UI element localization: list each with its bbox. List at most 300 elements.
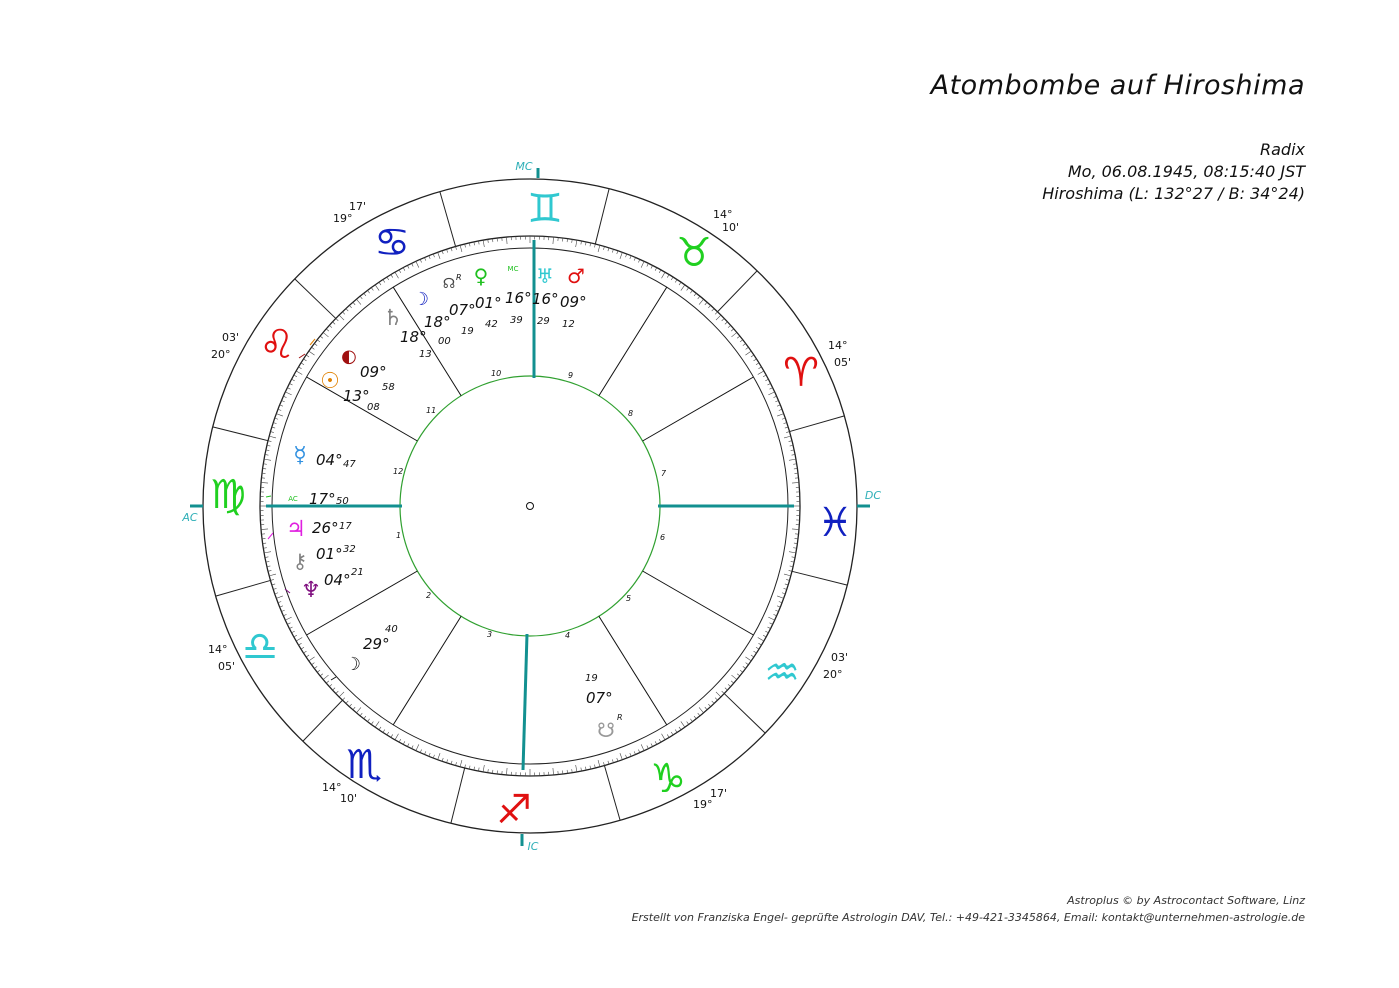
degree-tick — [662, 734, 666, 740]
degree-tick — [594, 765, 595, 768]
footer-author: Erstellt von Franziska Engel- geprüfte Astrologin DAV, Tel.: +49-421-3345864, Email: kontakt@unternehmen-astrologie.de — [631, 911, 1305, 924]
degree-tick — [353, 302, 355, 305]
planet-venus — [474, 264, 502, 330]
house-12-label: 12 — [393, 467, 404, 476]
svg-text:29: 29 — [537, 316, 550, 327]
svg-text:39: 39 — [510, 315, 523, 326]
degree-tick — [395, 734, 399, 740]
degree-tick — [326, 681, 329, 683]
node-icon: ☊ — [442, 276, 456, 292]
svg-text:21: 21 — [351, 567, 364, 578]
cusp-label-aquarius — [823, 651, 848, 681]
degree-tick — [651, 265, 653, 268]
degree-tick — [667, 275, 669, 278]
degree-tick — [269, 574, 276, 576]
svg-text:42: 42 — [485, 319, 498, 330]
svg-text:18°: 18° — [424, 313, 451, 331]
house-cusp-line — [599, 616, 667, 725]
degree-tick — [299, 367, 302, 369]
degree-tick — [294, 375, 297, 377]
degree-tick — [728, 684, 731, 686]
svg-text:14°: 14° — [713, 208, 733, 221]
svg-text:07°: 07° — [586, 689, 613, 707]
degree-tick — [598, 245, 600, 252]
degree-tick — [792, 529, 799, 530]
house-cusp-line — [393, 616, 461, 725]
degree-tick — [368, 719, 370, 722]
degree-tick — [314, 344, 317, 346]
degree-tick — [264, 552, 271, 553]
degree-tick — [336, 691, 339, 693]
degree-tick — [368, 290, 370, 293]
degree-tick — [687, 722, 689, 725]
degree-tick — [634, 751, 635, 754]
degree-tick — [758, 643, 761, 645]
svg-text:58: 58 — [382, 382, 395, 393]
sun-icon: ☉ — [320, 369, 340, 394]
degree-tick — [292, 379, 295, 381]
planet-south-node — [585, 673, 623, 742]
degree-tick — [765, 631, 768, 633]
degree-tick — [483, 765, 484, 772]
degree-tick — [383, 280, 385, 283]
degree-tick — [754, 359, 757, 361]
svg-text:17°: 17° — [309, 490, 336, 508]
degree-tick — [767, 627, 770, 629]
degree-tick — [655, 268, 657, 271]
svg-text:16°: 16° — [532, 290, 559, 308]
degree-tick — [699, 707, 703, 712]
degree-tick — [725, 688, 728, 690]
degree-tick — [679, 727, 681, 730]
degree-tick — [777, 596, 784, 598]
uranus-icon: ♅ — [536, 264, 554, 288]
degree-tick — [655, 741, 657, 744]
degree-tick — [620, 252, 622, 259]
sign-aries-icon: ♈ — [783, 350, 819, 396]
degree-tick — [756, 363, 759, 365]
degree-tick — [792, 482, 799, 483]
degree-tick — [460, 245, 462, 252]
degree-tick — [429, 753, 430, 756]
degree-tick — [768, 392, 774, 395]
degree-tick — [722, 318, 725, 320]
degree-tick — [715, 698, 717, 701]
degree-tick — [705, 707, 707, 710]
degree-tick — [312, 663, 315, 665]
degree-tick — [317, 670, 320, 672]
degree-tick — [743, 666, 746, 668]
degree-tick — [690, 290, 692, 293]
sign-divider-line — [724, 694, 765, 734]
sign-cancer-icon: ♋ — [374, 220, 410, 266]
degree-tick — [339, 692, 344, 697]
ic-label: IC — [527, 840, 539, 853]
degree-tick — [438, 753, 440, 760]
svg-text:19°: 19° — [693, 798, 713, 811]
degree-tick — [281, 401, 284, 402]
degree-tick — [261, 482, 268, 483]
svg-text:18°: 18° — [400, 328, 427, 346]
degree-tick — [745, 657, 751, 661]
svg-text:19°: 19° — [333, 212, 353, 225]
sign-scorpio-icon: ♏ — [346, 742, 382, 788]
svg-text:32: 32 — [343, 544, 356, 555]
degree-tick — [287, 623, 290, 625]
house-11-label: 11 — [426, 406, 437, 415]
degree-tick — [751, 355, 754, 357]
degree-tick — [317, 340, 320, 342]
degree-tick — [740, 340, 743, 342]
svg-text:20°: 20° — [823, 668, 843, 681]
degree-tick — [553, 768, 554, 775]
degree-tick — [694, 716, 696, 719]
degree-tick — [356, 707, 360, 712]
svg-text:01°: 01° — [475, 294, 502, 312]
degree-tick — [641, 261, 644, 267]
degree-tick — [296, 371, 302, 375]
svg-text:R: R — [456, 273, 462, 282]
degree-tick — [679, 282, 681, 285]
svg-text:14°: 14° — [828, 339, 848, 352]
degree-tick — [775, 401, 778, 402]
chart-title: Atombombe auf Hiroshima — [930, 70, 1305, 101]
degree-tick — [675, 730, 677, 733]
planet-moon — [345, 624, 398, 675]
degree-tick — [278, 409, 281, 410]
degree-tick — [675, 280, 677, 283]
degree-tick — [275, 593, 278, 594]
degree-tick — [433, 254, 434, 257]
degree-tick — [775, 610, 778, 611]
degree-tick — [329, 325, 332, 327]
degree-tick — [728, 325, 731, 327]
svg-text:19: 19 — [461, 326, 474, 337]
degree-tick — [553, 237, 554, 244]
svg-text:13: 13 — [419, 349, 432, 360]
mars-leo-icon: ◐ — [341, 346, 357, 367]
sign-gemini-icon: ♊ — [527, 186, 563, 232]
dc-label: DC — [864, 489, 882, 502]
degree-tick — [460, 760, 462, 767]
degree-tick — [407, 743, 409, 746]
degree-tick — [779, 409, 782, 410]
degree-tick — [346, 701, 348, 704]
degree-tick — [387, 277, 389, 280]
degree-tick — [737, 336, 740, 338]
degree-tick — [465, 765, 466, 768]
degree-tick — [342, 312, 344, 315]
degree-tick — [294, 635, 297, 637]
planet-neptune — [301, 567, 364, 603]
house-8-label: 8 — [628, 409, 634, 418]
degree-tick — [765, 379, 768, 381]
degree-tick — [285, 392, 291, 395]
degree-tick — [420, 259, 421, 262]
degree-tick — [371, 722, 373, 725]
degree-tick — [304, 651, 307, 653]
degree-tick — [662, 272, 666, 278]
house-cusp-line — [643, 571, 754, 635]
degree-tick — [746, 347, 749, 349]
degree-tick — [698, 296, 700, 299]
degree-tick — [712, 701, 714, 704]
degree-tick — [261, 529, 268, 530]
degree-tick — [758, 371, 764, 375]
ac-point-icon: AC — [288, 495, 298, 503]
degree-tick — [412, 263, 414, 266]
degree-tick — [767, 383, 770, 385]
degree-tick — [336, 318, 339, 320]
sign-virgo-icon: ♍ — [210, 472, 246, 518]
svg-text:03': 03' — [831, 651, 849, 664]
degree-tick — [269, 436, 276, 438]
house-9-label: 9 — [568, 371, 574, 380]
degree-tick — [391, 275, 393, 278]
degree-tick — [276, 414, 283, 416]
degree-tick — [360, 713, 362, 716]
svg-text:17: 17 — [339, 521, 352, 532]
degree-tick — [287, 388, 290, 390]
degree-tick — [425, 257, 426, 260]
degree-tick — [403, 268, 405, 271]
degree-tick — [681, 285, 685, 291]
degree-tick — [722, 691, 725, 693]
degree-tick — [681, 721, 685, 727]
svg-text:20°: 20° — [211, 348, 231, 361]
degree-tick — [289, 383, 292, 385]
degree-tick — [309, 351, 315, 355]
house-1-label: 1 — [396, 531, 402, 540]
svg-text:04°: 04° — [324, 571, 351, 589]
degree-tick — [312, 347, 315, 349]
degree-tick — [630, 753, 631, 756]
chiron-icon: ⚷ — [292, 549, 308, 573]
degree-tick — [276, 596, 283, 598]
degree-tick — [281, 610, 284, 611]
degree-tick — [301, 647, 304, 649]
sign-taurus-icon: ♉ — [676, 230, 712, 276]
degree-tick — [731, 681, 734, 683]
degree-tick — [659, 270, 661, 273]
chart-type-label: Radix — [1260, 140, 1305, 159]
degree-tick — [383, 730, 385, 733]
degree-tick — [309, 657, 315, 661]
degree-tick — [659, 739, 661, 742]
degree-tick — [326, 329, 329, 331]
svg-text:16°: 16° — [505, 289, 532, 307]
degree-tick — [594, 244, 595, 247]
degree-tick — [698, 713, 700, 716]
neptune-icon: ♆ — [301, 578, 321, 603]
degree-tick — [687, 288, 689, 291]
degree-tick — [289, 627, 292, 629]
cusp-label-aries — [828, 339, 851, 369]
degree-tick — [329, 684, 332, 686]
degree-tick — [465, 244, 466, 247]
sign-sagittarius-icon: ♐ — [496, 787, 532, 833]
moon-cancer-icon: ☽ — [412, 289, 430, 310]
cusp-label-libra — [208, 643, 235, 673]
degree-tick — [725, 322, 728, 324]
degree-tick — [777, 606, 780, 607]
house-cusp-line — [643, 377, 754, 441]
house-4-label: 4 — [565, 631, 571, 640]
degree-tick — [301, 363, 304, 365]
planet-mars — [560, 264, 587, 330]
degree-tick — [754, 651, 757, 653]
degree-tick — [638, 259, 639, 262]
venus-icon: ♀ — [473, 264, 489, 288]
degree-tick — [751, 655, 754, 657]
degree-tick — [576, 765, 577, 772]
degree-tick — [387, 732, 389, 735]
degree-tick — [743, 344, 746, 346]
svg-text:14°: 14° — [208, 643, 228, 656]
cusp-label-leo — [211, 331, 239, 361]
degree-tick — [304, 359, 307, 361]
cusp-label-cancer — [333, 200, 366, 225]
degree-tick — [275, 418, 278, 419]
degree-tick — [770, 623, 773, 625]
degree-tick — [746, 663, 749, 665]
planet-chiron — [293, 544, 356, 573]
svg-text:10': 10' — [722, 221, 740, 234]
degree-tick — [375, 721, 379, 727]
inner-green-circle — [400, 376, 660, 636]
degree-tick — [789, 441, 792, 442]
degree-tick — [323, 332, 328, 336]
house-cusp-line — [599, 287, 667, 396]
degree-tick — [371, 288, 373, 291]
degree-tick — [442, 251, 443, 254]
degree-tick — [699, 299, 703, 304]
degree-tick — [483, 240, 484, 247]
degree-tick — [708, 704, 710, 707]
degree-tick — [763, 375, 766, 377]
ac-label: AC — [182, 511, 198, 524]
degree-tick — [320, 336, 323, 338]
degree-tick — [420, 749, 421, 752]
degree-tick — [379, 727, 381, 730]
degree-tick — [264, 459, 271, 460]
degree-tick — [789, 459, 796, 460]
degree-tick — [320, 674, 323, 676]
svg-text:07°: 07° — [449, 301, 476, 319]
svg-text:40: 40 — [385, 624, 398, 635]
degree-tick — [299, 643, 302, 645]
degree-tick — [356, 299, 360, 304]
degree-tick — [779, 602, 782, 603]
house-10-label: 10 — [491, 369, 502, 378]
svg-text:05': 05' — [218, 660, 236, 673]
degree-tick — [403, 741, 405, 744]
degree-tick — [292, 631, 295, 633]
degree-tick — [506, 237, 507, 244]
svg-text:05': 05' — [834, 356, 852, 369]
degree-tick — [268, 441, 271, 442]
sign-pisces-icon: ♓ — [817, 500, 853, 546]
chart-datetime: Mo, 06.08.1945, 08:15:40 JST — [1067, 162, 1305, 181]
degree-tick — [731, 329, 734, 331]
degree-tick — [638, 749, 639, 752]
degree-tick — [429, 256, 430, 259]
degree-tick — [789, 570, 792, 571]
degree-tick — [782, 593, 785, 594]
degree-tick — [333, 322, 336, 324]
degree-tick — [349, 305, 351, 308]
degree-tick — [694, 293, 696, 296]
degree-tick — [768, 617, 774, 620]
moon-icon: ☽ — [344, 654, 362, 675]
degree-tick — [716, 315, 721, 320]
degree-tick — [412, 746, 414, 749]
degree-tick — [777, 405, 780, 406]
sign-divider-line — [792, 571, 847, 585]
svg-text:04°: 04° — [316, 451, 343, 469]
sign-divider-line — [451, 768, 465, 823]
degree-tick — [773, 614, 776, 615]
degree-tick — [708, 305, 710, 308]
degree-tick — [442, 758, 443, 761]
sign-divider-line — [595, 189, 609, 244]
planet-mercury — [293, 443, 356, 470]
mars-icon: ♂ — [567, 264, 585, 288]
degree-tick — [626, 254, 627, 257]
house-5-label: 5 — [626, 594, 632, 603]
degree-tick — [399, 270, 401, 273]
svg-text:03': 03' — [222, 331, 240, 344]
svg-text:08: 08 — [367, 402, 380, 413]
sign-divider-line — [718, 271, 758, 312]
degree-tick — [314, 666, 317, 668]
degree-tick — [375, 285, 379, 291]
degree-tick — [364, 293, 366, 296]
mc-point-icon: MC — [507, 265, 519, 273]
degree-tick — [784, 436, 791, 438]
footer-copyright: Astroplus © by Astrocontact Software, Linz — [1067, 894, 1305, 907]
degree-tick — [346, 309, 348, 312]
degree-tick — [756, 647, 759, 649]
degree-tick — [598, 760, 600, 767]
degree-tick — [647, 263, 649, 266]
house-numbers — [393, 369, 667, 640]
degree-tick — [777, 414, 784, 416]
house-3-label: 3 — [487, 630, 493, 639]
degree-tick — [416, 261, 419, 267]
jupiter-icon: ♃ — [286, 517, 306, 542]
svg-text:09°: 09° — [560, 293, 587, 311]
svg-text:29°: 29° — [363, 635, 390, 653]
degree-tick — [671, 277, 673, 280]
degree-tick — [715, 312, 717, 315]
degree-tick — [617, 758, 618, 761]
degree-tick — [506, 768, 507, 775]
svg-text:00: 00 — [438, 336, 451, 347]
degree-tick — [296, 638, 302, 642]
house-6-label: 6 — [660, 533, 666, 542]
planet-mc-point — [505, 265, 532, 326]
degree-tick — [784, 574, 791, 576]
degree-tick — [283, 614, 286, 615]
degree-tick — [339, 315, 344, 320]
degree-tick — [737, 674, 740, 676]
degree-tick — [379, 282, 381, 285]
degree-tick — [283, 396, 286, 397]
degree-tick — [789, 552, 796, 553]
degree-tick — [306, 355, 309, 357]
degree-tick — [280, 405, 283, 406]
